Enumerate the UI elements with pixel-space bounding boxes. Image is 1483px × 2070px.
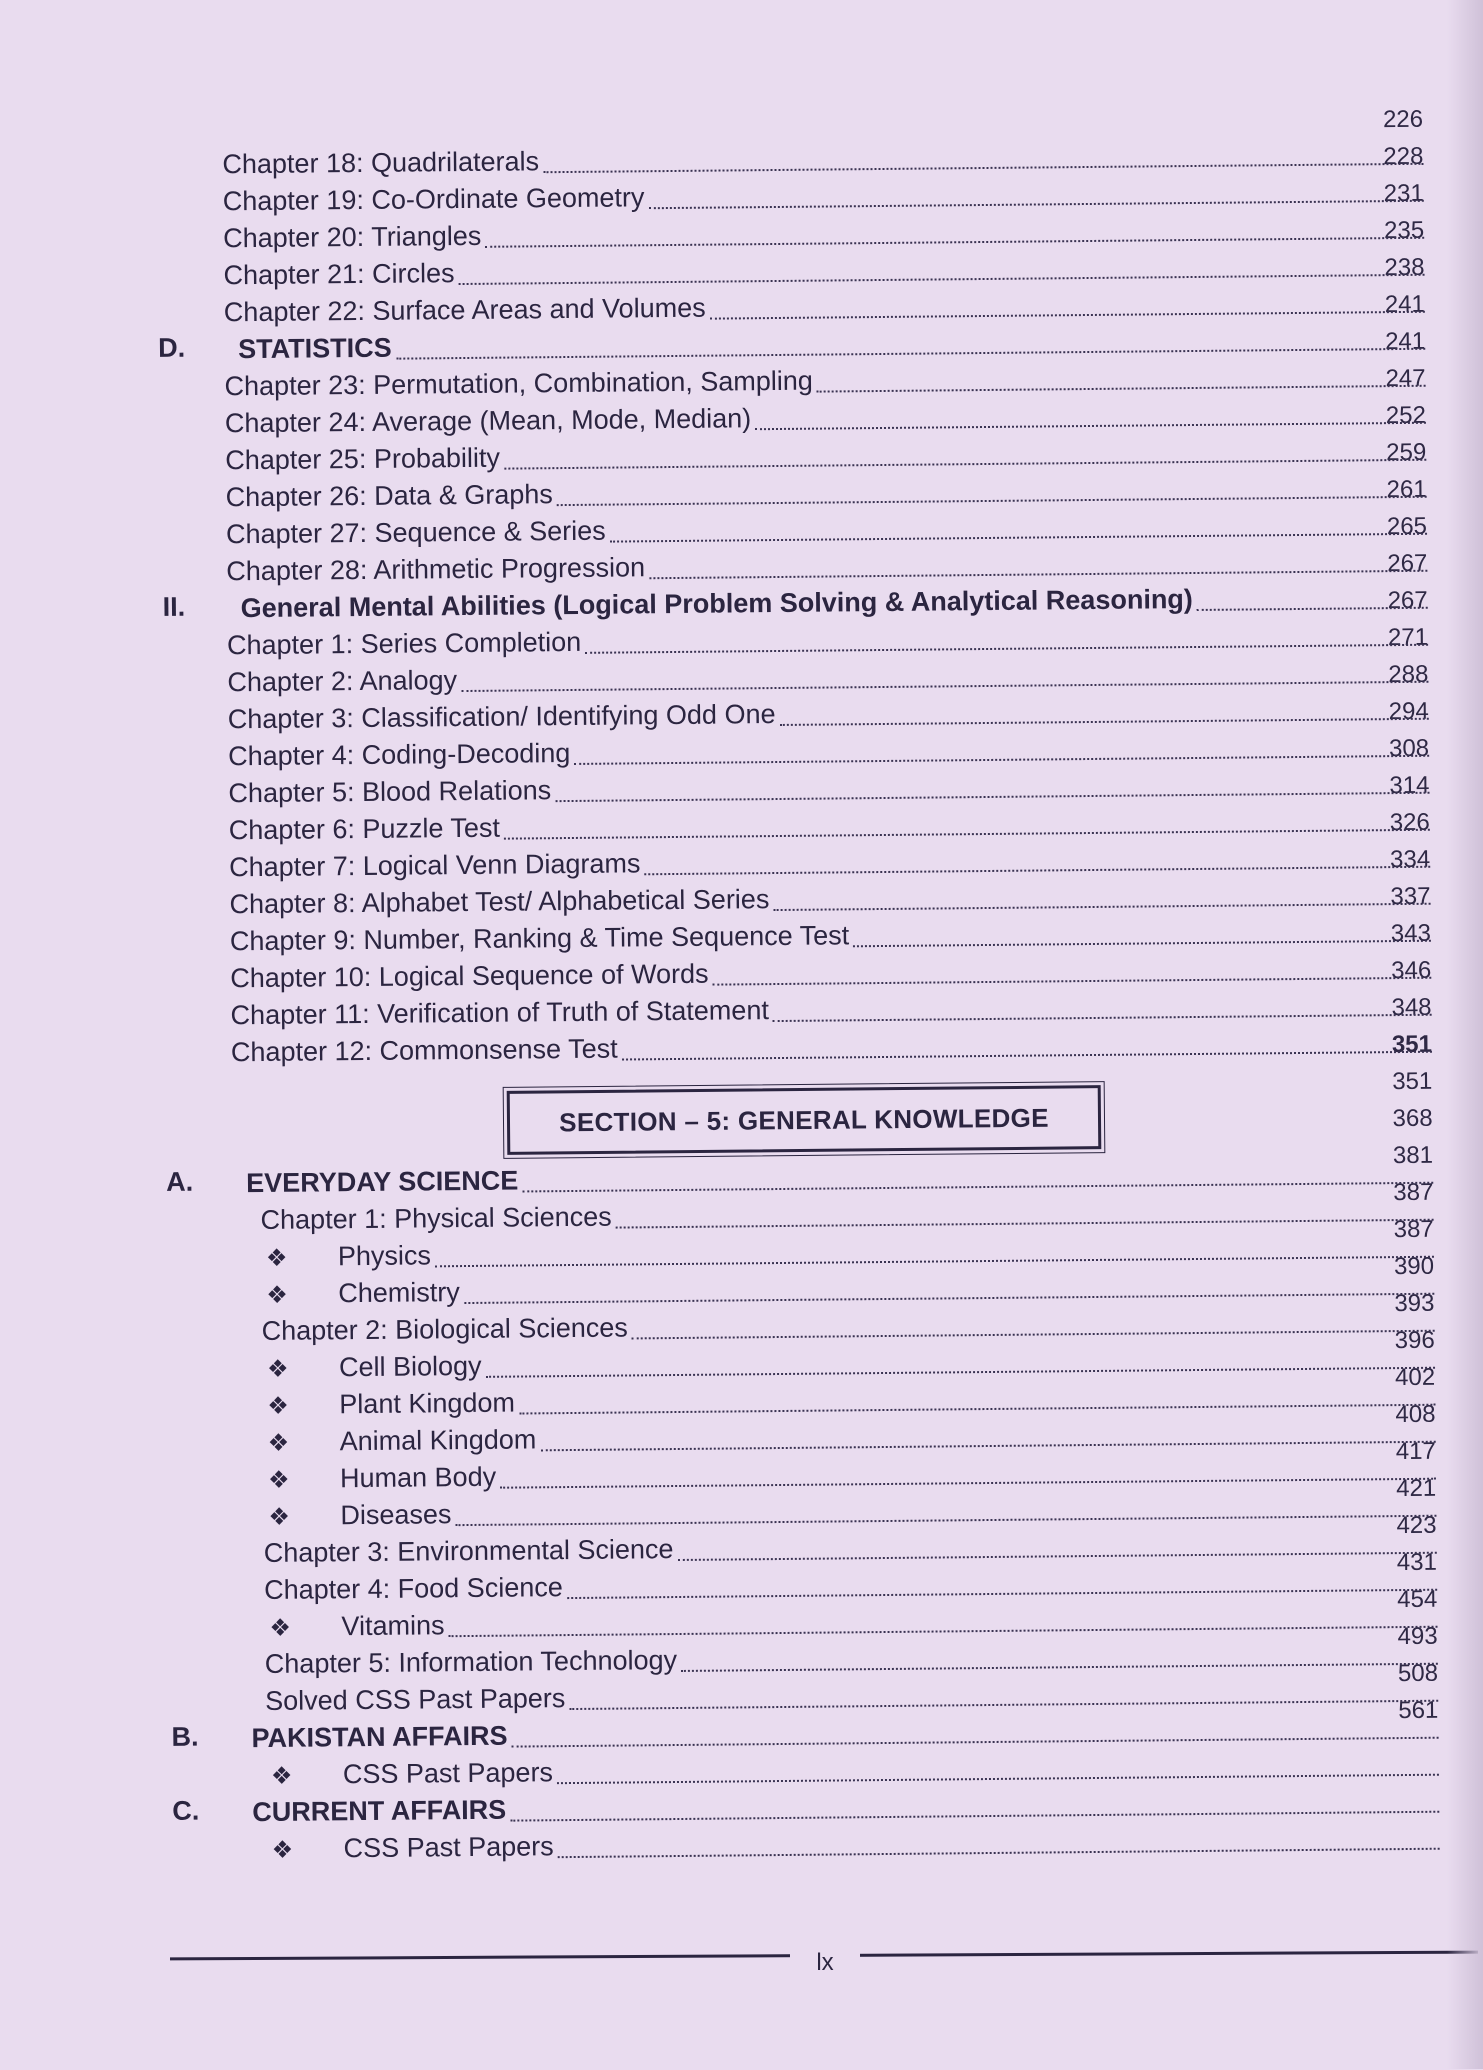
toc-entry-label: Chapter 9: Number, Ranking & Time Sequence Test: [229, 920, 850, 957]
toc-marker: II.: [162, 591, 186, 622]
page-number: 417: [1395, 1437, 1436, 1466]
dot-leader: [853, 940, 1431, 948]
page-number: 226: [1382, 105, 1424, 134]
page-number: 261: [1386, 475, 1427, 504]
toc-entry-label: Solved CSS Past Papers: [265, 1683, 566, 1716]
page-number: 368: [1392, 1104, 1433, 1133]
page-number: 346: [1391, 956, 1432, 985]
toc-entry-label: Chapter 28: Arithmetic Progression: [226, 552, 646, 587]
toc-marker: A.: [166, 1166, 194, 1197]
toc-entry-label: CSS Past Papers: [343, 1831, 554, 1864]
toc-entry-label: Chemistry: [338, 1277, 460, 1309]
toc-entry-label: STATISTICS: [238, 332, 392, 365]
diamond-bullet-icon: ❖: [268, 1503, 291, 1531]
toc-entry-label: Chapter 2: Analogy: [227, 665, 458, 698]
page-number: 423: [1396, 1511, 1437, 1540]
toc-entry-label: PAKISTAN AFFAIRS: [251, 1720, 508, 1754]
dot-leader: [558, 1848, 1440, 1858]
page-number: 408: [1395, 1400, 1436, 1429]
diamond-bullet-icon: ❖: [265, 1244, 288, 1272]
page-number: 381: [1392, 1141, 1434, 1170]
page-number: 348: [1391, 993, 1432, 1022]
toc-entry-label: Chapter 5: Blood Relations: [228, 775, 552, 809]
dot-leader: [1197, 607, 1428, 611]
page-number: 231: [1383, 179, 1424, 208]
page-number: 421: [1396, 1474, 1437, 1503]
toc-entry-label: Chapter 7: Logical Venn Diagrams: [229, 848, 641, 883]
diamond-bullet-icon: ❖: [267, 1429, 290, 1457]
page-number: 402: [1394, 1363, 1436, 1392]
toc-entry-label: Animal Kingdom: [339, 1424, 537, 1457]
page-number: 337: [1390, 882, 1431, 911]
page-number: 351: [1391, 1030, 1433, 1059]
toc-entry-label: Chapter 8: Alphabet Test/ Alphabetical Series: [229, 884, 770, 920]
page-number: 235: [1383, 216, 1425, 245]
toc-marker: C.: [172, 1795, 200, 1826]
diamond-bullet-icon: ❖: [269, 1614, 292, 1642]
toc-entry-label: Chapter 6: Puzzle Test: [228, 812, 501, 846]
toc-entry-label: Vitamins: [341, 1610, 445, 1642]
toc-entry-label: Chapter 3: Classification/ Identifying Odd One: [227, 699, 776, 735]
toc-entry-label: Chapter 18: Quadrilaterals: [222, 146, 540, 180]
page-number: 308: [1388, 734, 1430, 763]
page-number: 454: [1397, 1585, 1438, 1614]
page-number: 265: [1386, 512, 1428, 541]
toc-entry-label: Chapter 20: Triangles: [222, 220, 482, 254]
page-number: 334: [1389, 845, 1431, 874]
toc-entry-label: Chapter 22: Surface Areas and Volumes: [223, 292, 706, 328]
diamond-bullet-icon: ❖: [266, 1355, 289, 1383]
toc-entry-label: Chapter 25: Probability: [225, 442, 501, 476]
page-number: 267: [1387, 586, 1428, 615]
toc-entry-label: Chapter 19: Co-Ordinate Geometry: [222, 182, 645, 217]
toc-entry-label: Chapter 5: Information Technology: [264, 1645, 678, 1679]
page-number: 387: [1393, 1215, 1434, 1244]
toc-entry-label: Physics: [337, 1240, 432, 1272]
toc-entry-label: Cell Biology: [338, 1350, 482, 1383]
diamond-bullet-icon: ❖: [267, 1392, 289, 1420]
page-number: 238: [1384, 253, 1425, 282]
toc-entry-label: Chapter 26: Data & Graphs: [225, 479, 553, 513]
toc-entry-label: CSS Past Papers: [342, 1757, 554, 1790]
toc-entry-label: Chapter 10: Logical Sequence of Words: [230, 958, 709, 994]
page-number: 241: [1385, 327, 1426, 356]
toc-marker: B.: [171, 1721, 199, 1752]
page-number: 561: [1398, 1696, 1439, 1725]
dot-leader: [622, 1051, 1432, 1061]
page-number: 343: [1390, 919, 1431, 948]
section-title: SECTION – 5: GENERAL KNOWLEDGE: [559, 1102, 1049, 1137]
section-heading-box: [507, 1085, 1102, 1155]
page-number: 393: [1394, 1289, 1435, 1318]
page-number: 431: [1396, 1548, 1438, 1577]
toc-entry-label: CURRENT AFFAIRS: [252, 1794, 507, 1828]
toc-entry-label: Chapter 2: Biological Sciences: [261, 1312, 628, 1346]
toc-entry-label: Chapter 21: Circles: [223, 258, 455, 291]
page-number: 508: [1397, 1659, 1439, 1688]
toc-entry-label: Chapter 1: Physical Sciences: [260, 1201, 612, 1235]
page-edge-shadow: [1447, 0, 1483, 2069]
toc-entry-label: Chapter 4: Food Science: [263, 1572, 563, 1605]
toc-entry-label: Diseases: [340, 1499, 452, 1531]
page-number: 247: [1385, 364, 1426, 393]
diamond-bullet-icon: ❖: [271, 1836, 294, 1864]
diamond-bullet-icon: ❖: [266, 1281, 288, 1309]
footer-page-number: lx: [790, 1948, 860, 1978]
toc-entry-label: Chapter 3: Environmental Science: [263, 1534, 674, 1568]
page-number: 294: [1388, 697, 1429, 726]
toc-entry-label: Chapter 4: Coding-Decoding: [227, 737, 571, 772]
page-number: 271: [1387, 623, 1429, 652]
page-number: 326: [1389, 808, 1430, 837]
dot-leader: [817, 385, 1426, 393]
toc-entry-label: Chapter 24: Average (Mean, Mode, Median): [224, 403, 752, 439]
diamond-bullet-icon: ❖: [270, 1762, 293, 1790]
toc-entry-label: EVERYDAY SCIENCE: [246, 1165, 519, 1199]
toc-entry-label: Chapter 27: Sequence & Series: [225, 515, 606, 550]
page-number: 390: [1393, 1252, 1435, 1281]
page-number: 351: [1392, 1067, 1433, 1096]
toc-entry-label: General Mental Abilities (Logical Problem Solving & Analytical Reasoning): [240, 584, 1193, 624]
toc-entry-label: Chapter 1: Series Completion: [226, 626, 582, 661]
page-number: 252: [1385, 401, 1427, 430]
toc-entry-label: Human Body: [339, 1461, 497, 1494]
page-number: 396: [1394, 1326, 1435, 1355]
page-number: 493: [1397, 1622, 1438, 1651]
page-number: 228: [1383, 142, 1424, 171]
toc-entry-label: Plant Kingdom: [339, 1387, 516, 1420]
diamond-bullet-icon: ❖: [267, 1466, 290, 1494]
toc-marker: D.: [158, 332, 186, 363]
page-number: 259: [1386, 438, 1427, 467]
page-number: 314: [1389, 771, 1430, 800]
toc-entry-label: Chapter 11: Verification of Truth of Statement: [230, 995, 770, 1031]
page-number: 241: [1384, 290, 1425, 319]
page-number: 288: [1388, 660, 1429, 689]
page-number: 267: [1387, 549, 1428, 578]
toc-entry-label: Chapter 23: Permutation, Combination, Sampling: [224, 365, 814, 402]
toc-entry-label: Chapter 12: Commonsense Test: [230, 1033, 618, 1068]
page-number: 387: [1393, 1178, 1434, 1207]
